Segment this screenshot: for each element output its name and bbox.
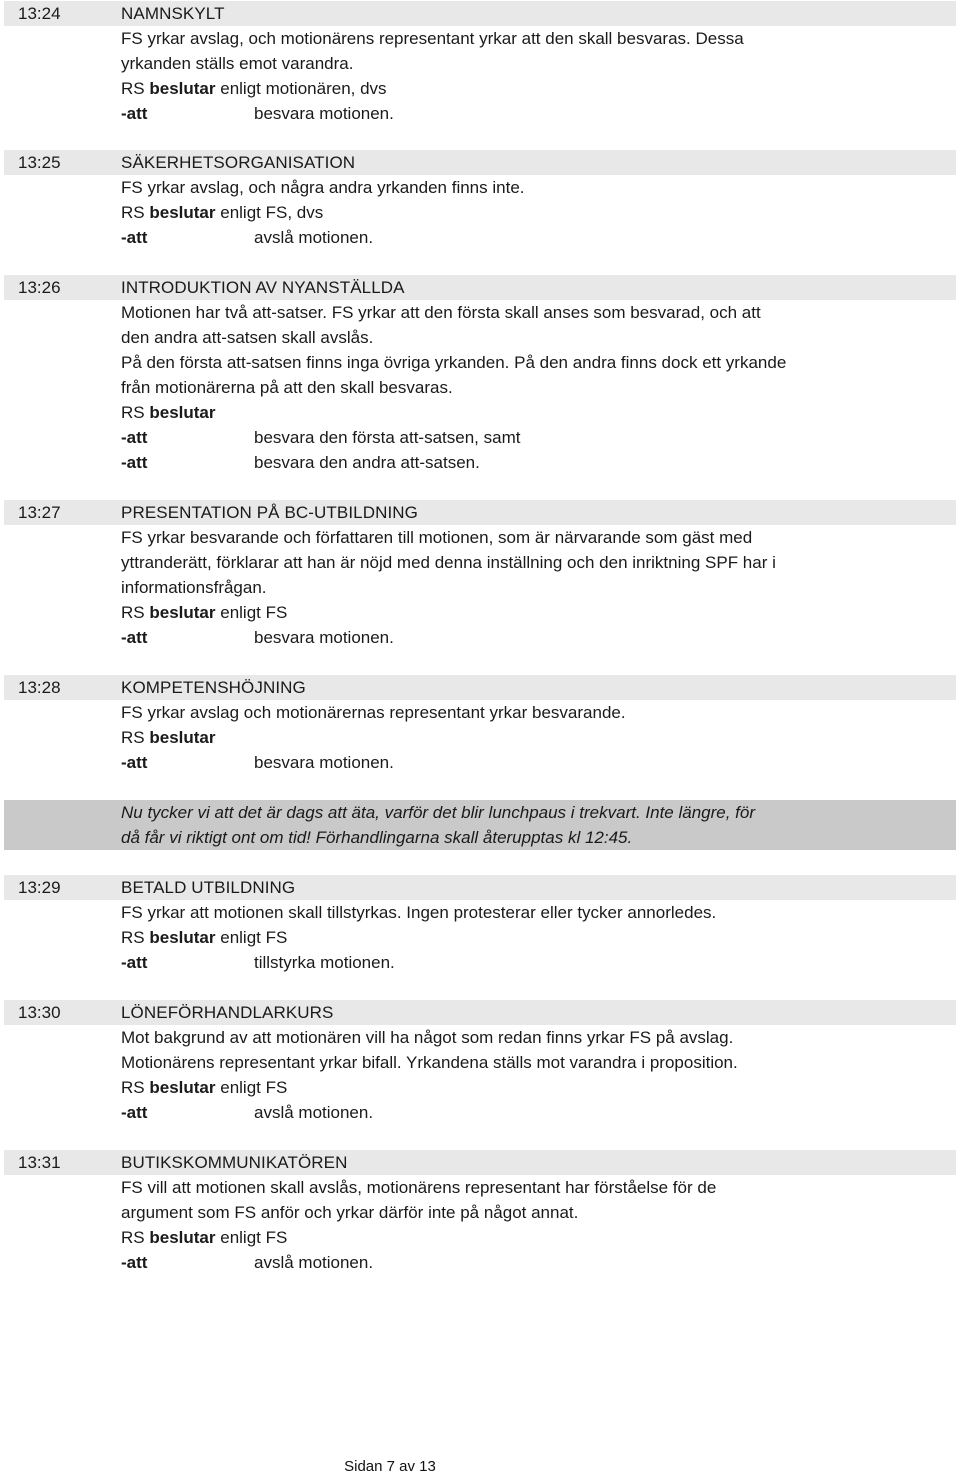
att-label: -att: [121, 1103, 148, 1122]
body-line: informationsfrågan.: [121, 578, 267, 597]
section-title: KOMPETENSHÖJNING: [121, 678, 306, 697]
rs-verb: beslutar: [149, 403, 216, 422]
rs-prefix: RS: [121, 1228, 145, 1247]
section-number: 13:27: [18, 503, 61, 522]
rs-suffix: enligt FS: [220, 1228, 288, 1247]
att-text: avslå motionen.: [254, 1103, 374, 1122]
section-title: INTRODUKTION AV NYANSTÄLLDA: [121, 278, 405, 297]
att-text: besvara motionen.: [254, 753, 394, 772]
att-text: besvara den första att-satsen, samt: [254, 428, 521, 447]
rs-suffix: enligt FS: [220, 1078, 288, 1097]
section-number: 13:29: [18, 878, 61, 897]
att-label: -att: [121, 428, 148, 447]
body-line: argument som FS anför och yrkar därför inte på något annat.: [121, 1203, 579, 1222]
section-number: 13:26: [18, 278, 61, 297]
rs-verb: beslutar: [149, 203, 216, 222]
att-text: avslå motionen.: [254, 1253, 374, 1272]
rs-verb: beslutar: [149, 728, 216, 747]
att-text: tillstyrka motionen.: [254, 953, 395, 972]
att-label: -att: [121, 104, 148, 123]
rs-decision-line: [121, 925, 287, 950]
body-line: På den första att-satsen finns inga övriga yrkanden. På den andra finns dock ett yrkande: [121, 353, 787, 372]
body-line: Motionen har två att-satser. FS yrkar att den första skall anses som besvarad, och att: [121, 303, 761, 322]
att-label: -att: [121, 453, 148, 472]
att-label: -att: [121, 753, 148, 772]
page-footer: [0, 1458, 960, 1475]
rs-decision-line: [121, 1075, 287, 1100]
att-text: besvara motionen.: [254, 104, 394, 123]
rs-prefix: RS: [121, 403, 145, 422]
rs-decision-line: [121, 600, 287, 625]
section-number: 13:31: [18, 1153, 61, 1172]
rs-prefix: RS: [121, 728, 145, 747]
att-label: -att: [121, 1253, 148, 1272]
rs-decision-line: [121, 1225, 287, 1250]
page-number: Sidan 7 av 13: [344, 1458, 436, 1475]
section-title: BETALD UTBILDNING: [121, 878, 296, 897]
att-text: besvara den andra att-satsen.: [254, 453, 480, 472]
rs-verb: beslutar: [149, 603, 216, 622]
section-title: SÄKERHETSORGANISATION: [121, 153, 356, 172]
rs-suffix: enligt FS: [220, 928, 288, 947]
rs-prefix: RS: [121, 203, 145, 222]
body-line: FS yrkar att motionen skall tillstyrkas. Ingen protesterar eller tycker annorledes.: [121, 903, 717, 922]
att-text: besvara motionen.: [254, 628, 394, 647]
rs-verb: beslutar: [149, 928, 216, 947]
body-line: den andra att-satsen skall avslås.: [121, 328, 374, 347]
att-label: -att: [121, 953, 148, 972]
rs-decision-line: [121, 400, 216, 425]
rs-prefix: RS: [121, 603, 145, 622]
body-line: FS yrkar besvarande och författaren till motionen, som är närvarande som gäst med: [121, 528, 753, 547]
section-number: 13:24: [18, 4, 61, 23]
body-line: FS vill att motionen skall avslås, motionärens representant har förståelse för de: [121, 1178, 717, 1197]
body-line: FS yrkar avslag, och motionärens representant yrkar att den skall besvaras. Dessa: [121, 29, 744, 48]
att-label: -att: [121, 228, 148, 247]
rs-verb: beslutar: [149, 1078, 216, 1097]
att-text: avslå motionen.: [254, 228, 374, 247]
body-line: Mot bakgrund av att motionären vill ha något som redan finns yrkar FS på avslag.: [121, 1028, 734, 1047]
body-line: FS yrkar avslag och motionärernas representant yrkar besvarande.: [121, 703, 626, 722]
att-label: -att: [121, 628, 148, 647]
rs-suffix: enligt FS: [220, 603, 288, 622]
body-line: yttranderätt, förklarar att han är nöjd med denna inställning och den inriktning SPF har i: [121, 553, 776, 572]
notice-line: då får vi riktigt ont om tid! Förhandlingarna skall återupptas kl 12:45.: [121, 828, 633, 847]
rs-decision-line: [121, 76, 387, 101]
section-number: 13:30: [18, 1003, 61, 1022]
rs-decision-line: [121, 200, 323, 225]
rs-verb: beslutar: [149, 79, 216, 98]
section-number: 13:25: [18, 153, 61, 172]
section-title: LÖNEFÖRHANDLARKURS: [121, 1003, 334, 1022]
body-line: från motionärerna på att den skall besvaras.: [121, 378, 453, 397]
section-title: NAMNSKYLT: [121, 4, 225, 23]
rs-prefix: RS: [121, 79, 145, 98]
section-title: PRESENTATION PÅ BC-UTBILDNING: [121, 503, 418, 522]
body-line: FS yrkar avslag, och några andra yrkanden finns inte.: [121, 178, 525, 197]
rs-suffix: enligt FS, dvs: [220, 203, 324, 222]
rs-prefix: RS: [121, 928, 145, 947]
notice-line: Nu tycker vi att det är dags att äta, varför det blir lunchpaus i trekvart. Inte längre, för: [121, 803, 756, 822]
body-line: Motionärens representant yrkar bifall. Yrkandena ställs mot varandra i proposition.: [121, 1053, 738, 1072]
body-line: yrkanden ställs emot varandra.: [121, 54, 354, 73]
rs-verb: beslutar: [149, 1228, 216, 1247]
rs-prefix: RS: [121, 1078, 145, 1097]
section-title: BUTIKSKOMMUNIKATÖREN: [121, 1153, 348, 1172]
lunch-notice: [4, 800, 956, 850]
section-number: 13:28: [18, 678, 61, 697]
rs-suffix: enligt motionären, dvs: [220, 79, 387, 98]
rs-decision-line: [121, 725, 216, 750]
